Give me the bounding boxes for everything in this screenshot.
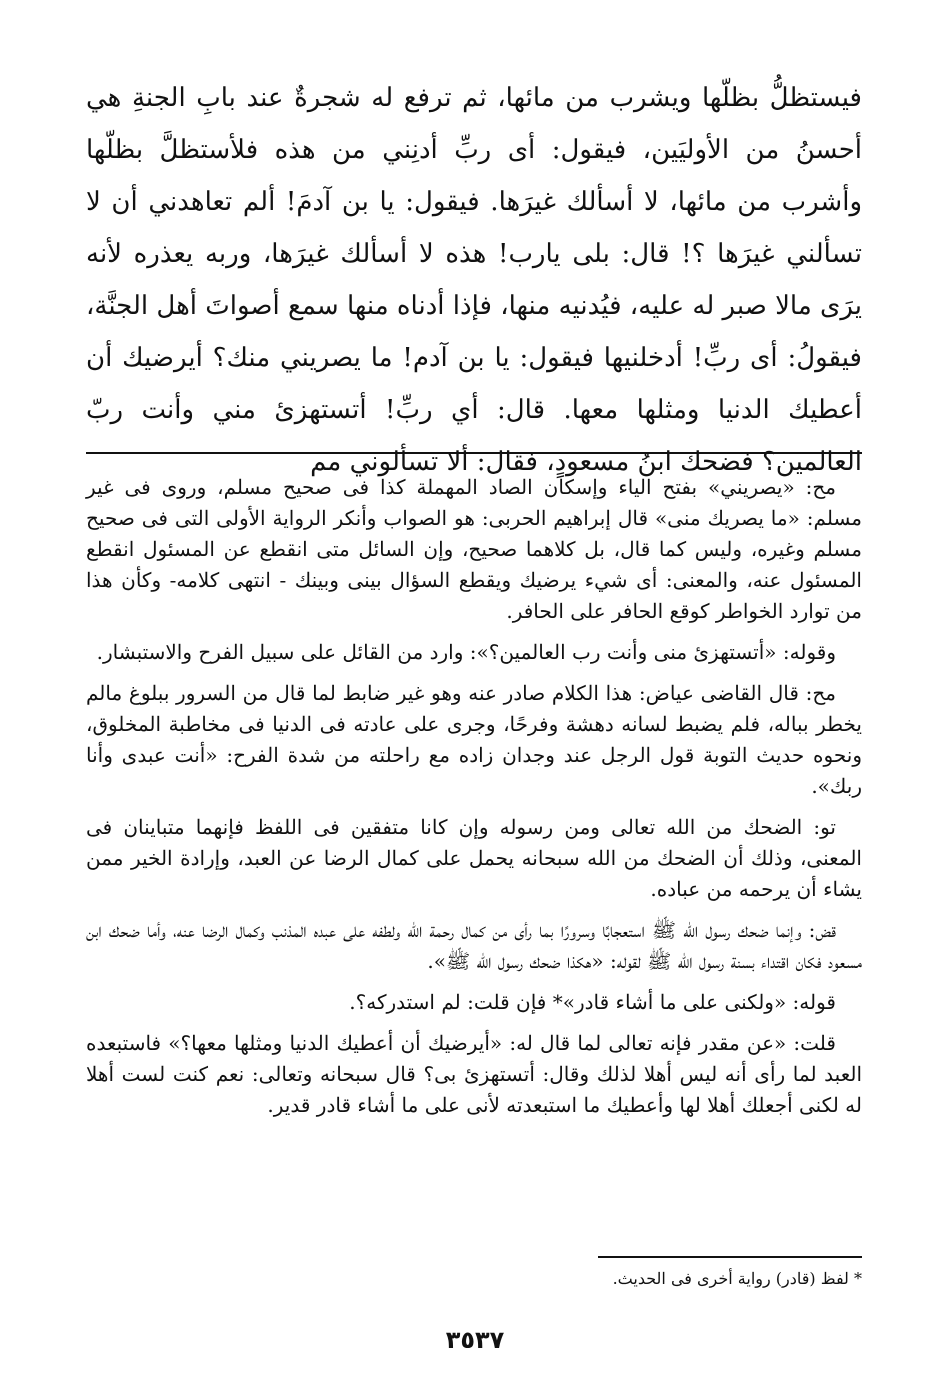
commentary-note: قلت: «عن مقدر فإنه تعالى لما قال له: «أيرضيك أن أعطيك الدنيا ومثلها معها؟» فاستبعده العبد لما رأى أنه ليس أهلا لذلك وقال: أتستهزئ بى؟ قال سبحانه وتعالى: نعم كنت لست أهلا له لكنى أجعلك أهلا لها وأعطيك ما استبعدته لأنى على ما أشاء قادر قدير. [86, 1031, 862, 1117]
page-number: ٣٥٣٧ [445, 1326, 505, 1354]
footnote: * لفظ (قادر) رواية أخرى فى الحديث. [612, 1269, 862, 1288]
section-divider [86, 452, 862, 454]
commentary-note: قض: وإنما ضحك رسول الله ﷺ استعجابًا وسرورًا بما رأى من كمال رحمة الله ولطفه على عبده المذنب وكمال الرضا عنه، وأما ضحك ابن مسعود فكان اقتداء بسنة رسول الله ﷺ لقوله: «هكذا ضحك رسول الله ﷺ». [86, 918, 862, 973]
commentary-note: مح: قال القاضى عياض: هذا الكلام صادر عنه وهو غير ضابط لما قال من السرور ببلوغ مالم يخطر بباله، فلم يضبط لسانه دهشة وفرحًا، وجرى على عادته فى الدنيا فى مخاطبة المخلوق، ونحوه حديث التوبة قول الرجل عند وجدان زاده مع راحلته من شدة الفرح: «أنت عبدى وأنا ربك». [86, 681, 862, 798]
commentary-note: وقوله: «أتستهزئ منى وأنت رب العالمين؟»: وارد من القائل على سبيل الفرح والاستبشار. [96, 640, 836, 664]
commentary-note: تو: الضحك من الله تعالى ومن رسوله وإن كانا متفقين فى اللفظ فإنهما متباينان فى المعنى، وذلك أن الضحك من الله سبحانه يحمل على كمال الرضا عن العبد، وإرادة الخير ممن يشاء أن يرحمه من عباده. [86, 815, 862, 901]
commentary-note: قوله: «ولكنى على ما أشاء قادر»* فإن قلت: لم استدركه؟. [349, 990, 836, 1014]
commentary-note: مح: «يصريني» بفتح الياء وإسكان الصاد المهملة كذا فى صحيح مسلم، وروى فى غير مسلم: «ما يصريك منى» قال إبراهيم الحربى: هو الصواب وأنكر الرواية الأولى التى فى صحيح مسلم وغيره، وليس كما قال، بل كلاهما صحيح، وإن السائل متى انقطع عن المسئول انقطع المسئول عنه، والمعنى: أى شيء يرضيك ويقطع السؤال بينى وبينك - انتهى كلامه- وكأن هذا من توارد الخواطر كوقع الحافر على الحافر. [86, 475, 862, 623]
footnote-divider [598, 1256, 862, 1258]
commentary-notes [86, 472, 862, 1131]
main-text: فيستظلُّ بظلّها ويشرب من مائها، ثم ترفع له شجرةٌ عند بابِ الجنةِ هي أحسنُ من الأوليَين، فيقول: أى ربِّ أدنِني من هذه فلأستظلَّ بظلّها وأشرب من مائها، لا أسألك غيرَها. فيقول: يا بن آدمَ! ألم تعاهدني أن لا تسألني غيرَها ؟! قال: بلى يارب! هذه لا أسألك غيرَها، وربه يعذره لأنه يرَى مالا صبر له عليه، فيُدنيه منها، فإذا أدناه منها سمع أصواتَ أهل الجنَّة، فيقولُ: أى ربِّ! أدخلنيها فيقول: يا بن آدم! ما يصريني منك؟ أيرضيك أن أعطيك الدنيا ومثلها معها. قال: أي ربِّ! أتستهزئ مني وأنت ربّ العالمين؟ فضحك ابنُ مسعودٍ، فقال: ألا تسألوني مم [86, 83, 862, 477]
